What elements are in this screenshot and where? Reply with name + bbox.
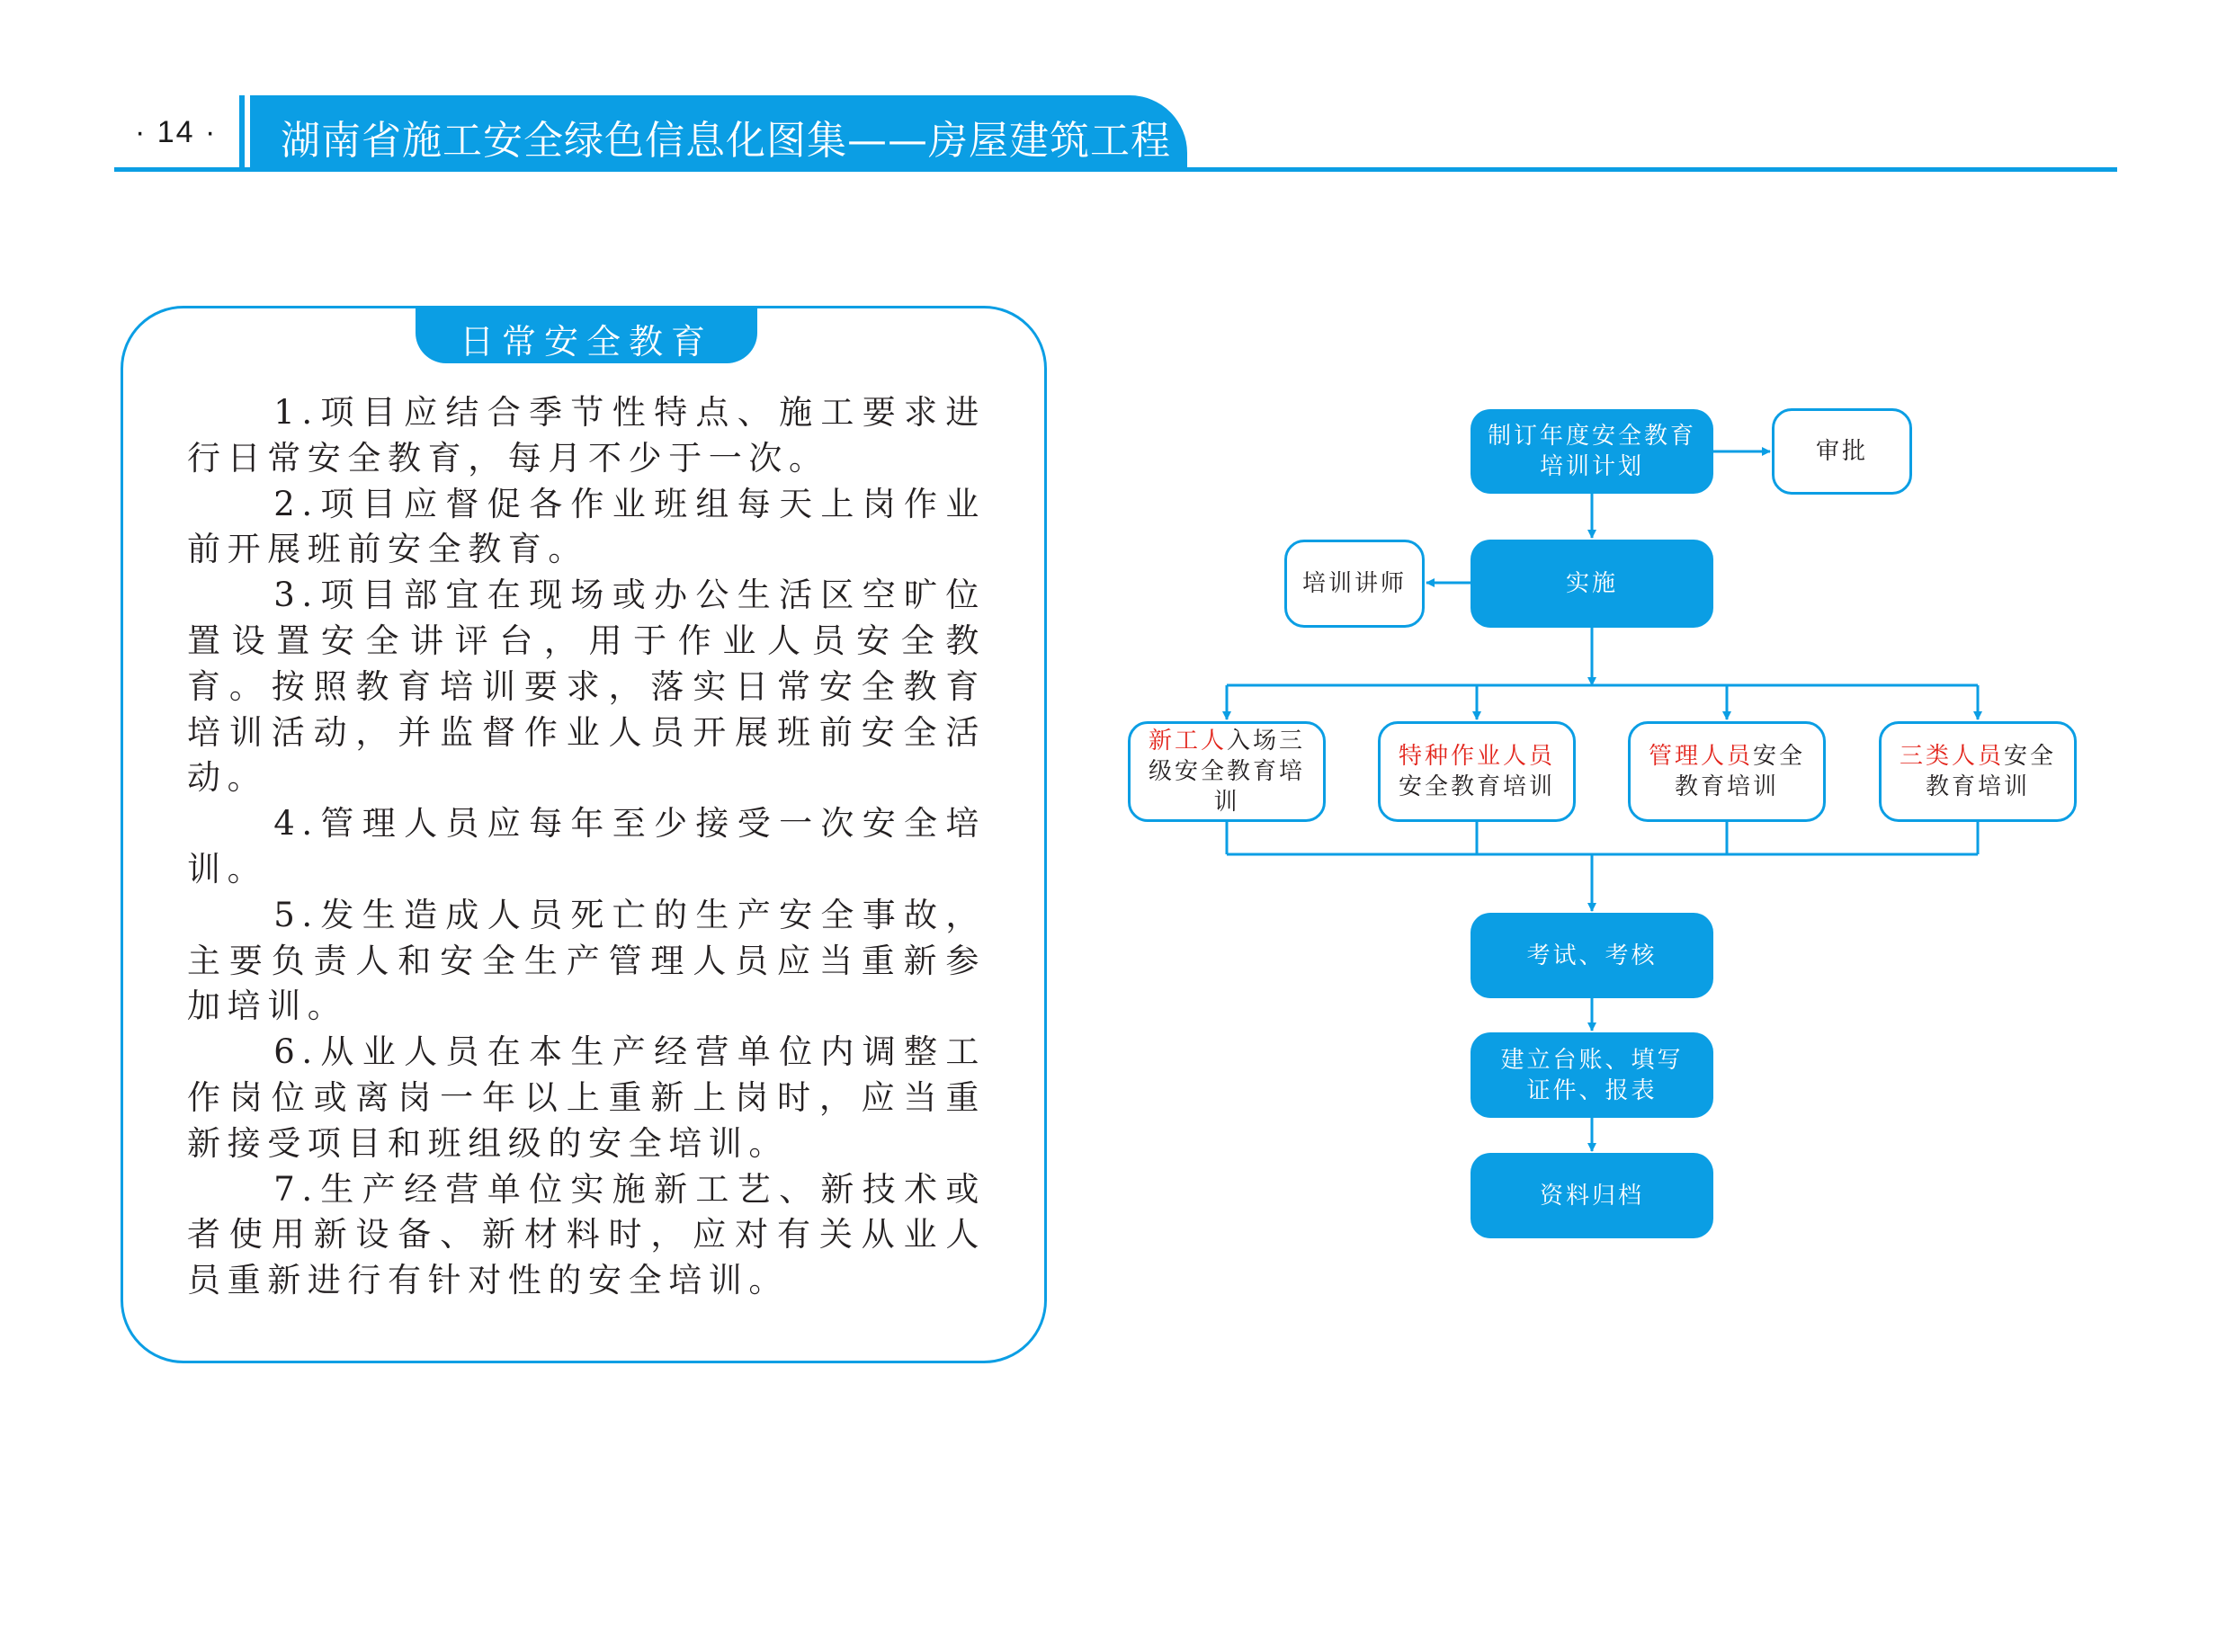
branch-highlight: 三类人员 (1899, 743, 2004, 770)
rule-item: 5.发生造成人员死亡的生产安全事故，主要负责人和安全生产管理人员应当重新参加培训。 (187, 895, 986, 1026)
node-trainer: 培训讲师 (1284, 540, 1425, 628)
node-branch-special-operators: 特种作业人员安全教育培训 (1378, 721, 1576, 822)
branch-highlight: 管理人员 (1648, 743, 1753, 770)
branch-highlight: 特种作业人员 (1398, 743, 1555, 770)
rule-item: 1.项目应结合季节性特点、施工要求进行日常安全教育，每月不少于一次。 (187, 393, 986, 478)
header-title: 湖南省施工安全绿色信息化图集——房屋建筑工程 (281, 118, 1171, 164)
page-number: · 14 · (135, 115, 218, 149)
node-archive: 资料归档 (1471, 1153, 1713, 1238)
node-exam: 考试、考核 (1471, 913, 1713, 998)
rule-item: 6.从业人员在本生产经营单位内调整工作岗位或离岗一年以上重新上岗时，应当重新接受项目和班组级的安全培训。 (187, 1032, 986, 1163)
node-records: 建立台账、填写证件、报表 (1471, 1032, 1713, 1118)
rule-item: 2.项目应督促各作业班组每天上岗作业前开展班前安全教育。 (187, 484, 986, 569)
rule-item: 7.生产经营单位实施新工艺、新技术或者使用新设备、新材料时，应对有关从业人员重新进行有针对性的安全培训。 (187, 1169, 986, 1300)
node-plan: 制订年度安全教育培训计划 (1471, 409, 1713, 494)
node-approve: 审批 (1772, 408, 1912, 495)
branch-highlight: 新工人 (1148, 728, 1227, 755)
node-branch-new-workers: 新工人入场三级安全教育培训 (1128, 721, 1326, 822)
node-branch-three-categories: 三类人员安全教育培训 (1879, 721, 2077, 822)
node-implement: 实施 (1471, 540, 1713, 628)
node-branch-managers: 管理人员安全教育培训 (1628, 721, 1826, 822)
rule-item: 4.管理人员应每年至少接受一次安全培训。 (187, 804, 986, 889)
panel-title: 日常安全教育 (459, 322, 713, 362)
rule-item: 3.项目部宜在现场或办公生活区空旷位置设置安全讲评台，用于作业人员安全教育。按照教育培训要求，落实日常安全教育培训活动，并监督作业人员开展班前安全活动。 (187, 576, 986, 798)
